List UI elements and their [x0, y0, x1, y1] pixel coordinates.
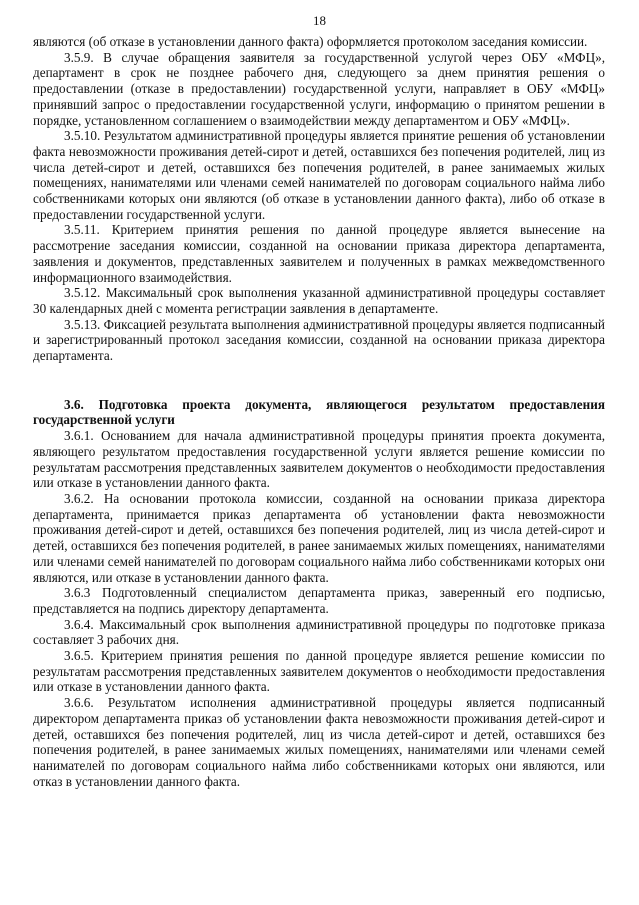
paragraph-3-5-11: 3.5.11. Критерием принятия решения по данной процедуре является вынесение на рассмотрение заседания комиссии, созданной на основании приказа директора департамента, заявления и документов, представленных заявителем и полученных в рамках межведомственного информационного взаимодействия.: [33, 222, 605, 285]
paragraph-3-5-9: 3.5.9. В случае обращения заявителя за государственной услугой через ОБУ «МФЦ», департамент в срок не позднее рабочего дня, следующего за днем принятия решения о предоставлении (отказе в предоставлении) государственной услуги, направляет в ОБУ «МФЦ» принявший запрос о предоставлении государственной услуги, информацию о принятом решении в порядке, установленном соглашением о взаимодействии между департаментом и ОБУ «МФЦ».: [33, 49, 605, 128]
page-number: 18: [313, 13, 326, 28]
paragraph-continuation: являются (об отказе в установлении данного факта) оформляется протоколом заседания комиссии.: [33, 34, 588, 49]
paragraph-3-6-4: 3.6.4. Максимальный срок выполнения административной процедуры по подготовке приказа составляет 3 рабочих дня.: [33, 616, 605, 648]
paragraph-3-5-10: 3.5.10. Результатом административной процедуры является принятие решения об установлении факта невозможности проживания детей-сирот и детей, оставшихся без попечения родителей, лиц из числа детей-сирот и детей, оставшихся без попечения родителей, в ранее занимаемых жилых помещениях, нанимателями или членами семей нанимателей по договорам социального найма либо собственниками которых они являются (об отказе в установлении данного факта), либо об отказе в предоставлении государственной услуги.: [33, 128, 605, 222]
paragraph-3-6-3: 3.6.3 Подготовленный специалистом департамента приказ, заверенный его подписью, представляется на подпись директору департамента.: [33, 585, 605, 616]
paragraph-3-6-2: 3.6.2. На основании протокола комиссии, созданной на основании приказа директора департамента, принимается приказ департамента об установлении факта невозможности проживания детей-сирот и детей, оставшихся без попечения родителей, лиц из числа детей-сирот и детей, оставшихся без попечения родителей, в ранее занимаемых жилых помещениях, нанимателями или членами семей нанимателей по договорам социального найма либо собственниками которых они являются, или отказе в установлении данного факта.: [33, 490, 605, 585]
paragraph-3-5-13: 3.5.13. Фиксацией результата выполнения административной процедуры является подписанный и зарегистрированный протокол заседания комиссии, созданной на основании приказа директора департамента.: [33, 316, 605, 364]
section-spacer: [33, 364, 605, 397]
paragraph-3-6-5: 3.6.5. Критерием принятия решения по данной процедуре является решение комиссии по результатам рассмотрения представленных заявителем документов о необходимости предоставления или отказе в установлении данного факта.: [33, 648, 605, 695]
section-heading-3-6: 3.6. Подготовка проекта документа, являющегося результатом предоставления государственной услуги: [33, 396, 605, 428]
paragraph-3-5-12: 3.5.12. Максимальный срок выполнения указанной административной процедуры составляет 30 календарных дней с момента регистрации заявления в департаменте.: [33, 285, 605, 316]
paragraph-3-6-1: 3.6.1. Основанием для начала административной процедуры принятия проекта документа, являющего результатом предоставления государственной услуги является решение комиссии по результатам рассмотрения представленных заявителем документов о необходимости предоставления или отказе в установлении данного факта.: [33, 428, 605, 491]
paragraph-3-6-6: 3.6.6. Результатом исполнения административной процедуры является подписанный директором департамента приказ об установлении факта невозможности проживания детей-сирот и детей, оставшихся без попечения родителей, лиц из числа детей-сирот и детей, оставшихся без попечения родителей, в ранее занимаемых жилых помещениях, нанимателями или членами семей нанимателей по договорам социального найма либо собственниками которых они являются, или отказ в установлении данного факта.: [33, 695, 605, 789]
